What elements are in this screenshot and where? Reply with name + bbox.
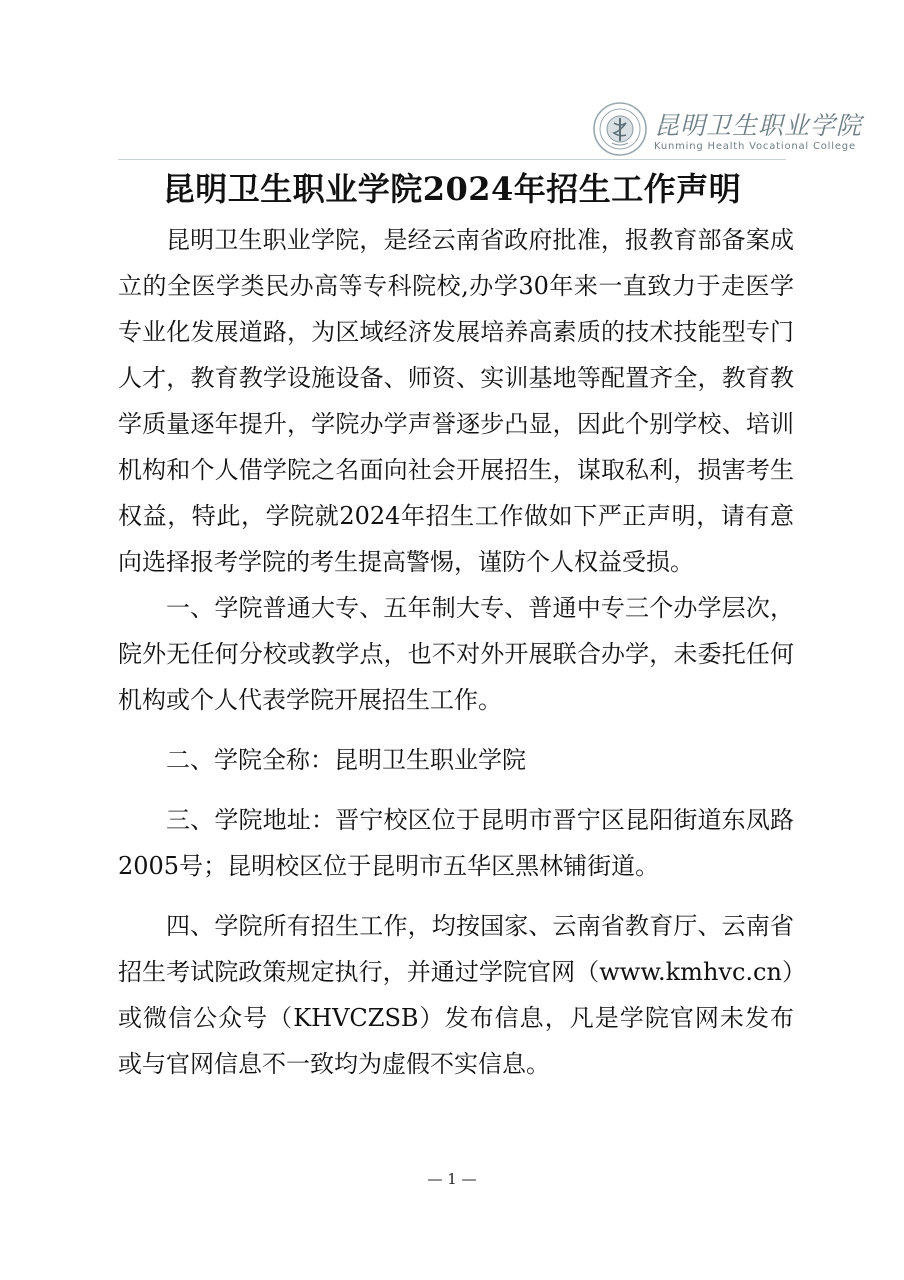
clause-3-paragraph: 三、学院地址：晋宁校区位于昆明市晋宁区昆阳街道东凤路2005号；昆明校区位于昆明市五华区黑林铺街道。 bbox=[118, 806, 794, 880]
document-title: 昆明卫生职业学院2024年招生工作声明 bbox=[162, 170, 742, 208]
logo-chinese-name: 昆明卫生职业学院 bbox=[654, 111, 863, 140]
document-body bbox=[118, 217, 794, 1087]
clause-2-paragraph: 二、学院全称：昆明卫生职业学院 bbox=[166, 746, 526, 774]
page-number: — 1 — bbox=[427, 1170, 477, 1188]
page-header bbox=[0, 0, 904, 165]
header-divider bbox=[118, 159, 786, 160]
college-logo bbox=[592, 101, 863, 159]
clause-4-paragraph: 四、学院所有招生工作，均按国家、云南省教育厅、云南省招生考试院政策规定执行，并通过学院官网（www.kmhvc.cn）或微信公众号（KHVCZSB）发布信息，凡是学院官网未发布或与官网信息不一致均为虚假不实信息。 bbox=[118, 912, 794, 1078]
intro-paragraph: 昆明卫生职业学院，是经云南省政府批准，报教育部备案成立的全医学类民办高等专科院校,办学30年来一直致力于走医学专业化发展道路，为区域经济发展培养高素质的技术技能型专门人才，教育教学设施设备、师资、实训基地等配置齐全，教育教学质量逐年提升，学院办学声誉逐步凸显，因此个别学校、培训机构和个人借学院之名面向社会开展招生，谋取私利，损害考生权益，特此，学院就2024年招生工作做如下严正声明，请有意向选择报考学院的考生提高警惕，谨防个人权益受损。 bbox=[118, 226, 794, 576]
clause-1-paragraph: 一、学院普通大专、五年制大专、普通中专三个办学层次，院外无任何分校或教学点，也不对外开展联合办学，未委托任何机构或个人代表学院开展招生工作。 bbox=[118, 594, 794, 714]
college-seal-icon bbox=[592, 101, 648, 157]
logo-english-name: Kunming Health Vocational College bbox=[654, 141, 856, 152]
